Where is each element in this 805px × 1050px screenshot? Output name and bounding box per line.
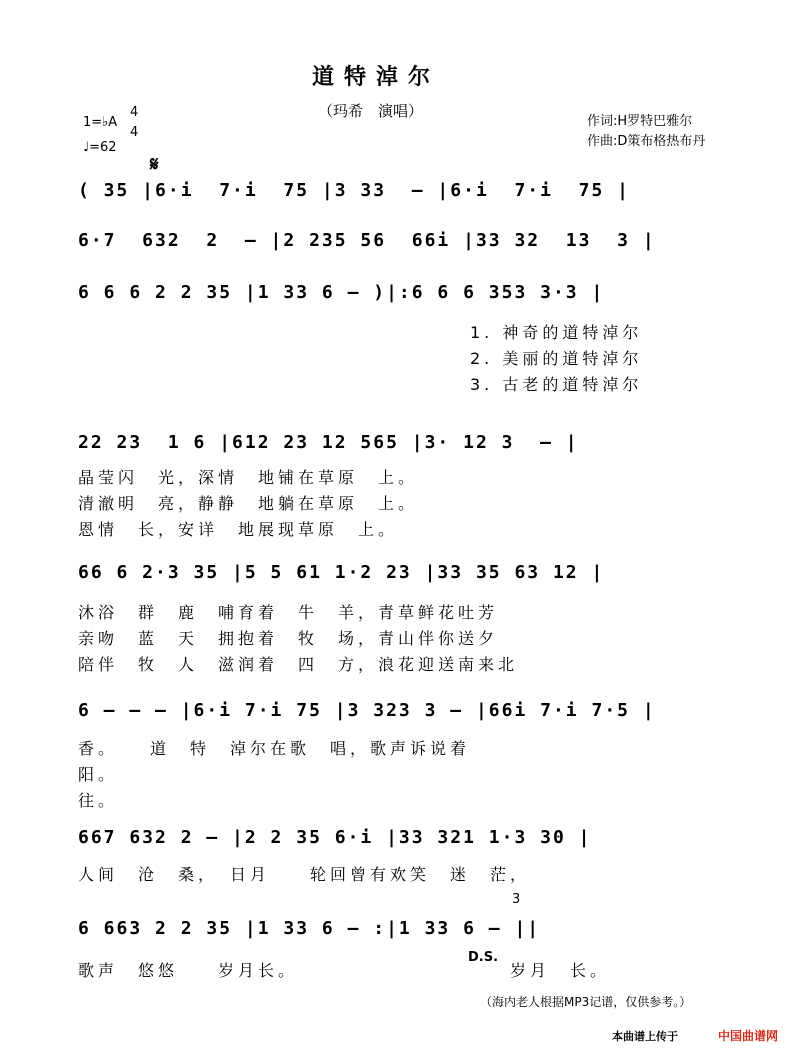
lyric-line: 阳。 (78, 765, 119, 784)
score-line-3 (78, 282, 748, 322)
verse-label-1: 1. 神奇的道特淖尔 (470, 323, 643, 342)
segno-icon: 𝄋 (150, 152, 159, 176)
lyric-line: 恩情 长，安详 地展现草原 上。 (78, 520, 399, 539)
notation-line: 6 663 2 2 35 |1 33 6 – :|1 33 6 – || (78, 918, 541, 939)
tempo-marking: ♩=62 (83, 140, 117, 155)
lyric-line: 歌声 悠悠 岁月长。 (78, 961, 299, 980)
verse-label-3: 3. 古老的道特淖尔 (470, 375, 643, 394)
lyric-line: 亲吻 蓝 天 拥抱着 牧 场，青山伴你送夕 (78, 629, 499, 648)
lyric-line: 岁月 长。 (510, 961, 611, 980)
page-title: 道特淖尔 (312, 65, 441, 90)
notation-line: 22 23 1 6 |612 23 12 565 |3· 12 3 – | (78, 432, 579, 453)
score-line-6 (78, 700, 748, 740)
lyric-line: 往。 (78, 791, 119, 810)
verse-label-2: 2. 美丽的道特淖尔 (470, 349, 643, 368)
composer-credit: 作曲:D策布格热布丹 (587, 134, 706, 149)
lyric-line: 沐浴 群 鹿 哺育着 牛 羊，青草鲜花吐芳 (78, 603, 499, 622)
notation-line: ( 35 |6·i 7·i 75 |3 33 – |6·i 7·i 75 | (78, 180, 630, 201)
lyric-line: 人间 沧 桑， 日月 轮回曾有欢笑 迷 茫， (78, 865, 531, 884)
score-line-1 (78, 180, 748, 220)
volta-number: 3 (512, 892, 521, 907)
time-signature-top: 4 (130, 105, 139, 120)
time-signature-bottom: 4 (130, 125, 139, 140)
score-line-7 (78, 827, 748, 867)
lyric-line: 清澈明 亮，静静 地躺在草原 上。 (78, 494, 419, 513)
score-line-5 (78, 562, 748, 602)
lyric-line: 晶莹闪 光，深情 地铺在草原 上。 (78, 468, 419, 487)
notation-line: 66 6 2·3 35 |5 5 61 1·2 23 |33 35 63 12 | (78, 562, 605, 583)
lyricist-credit: 作词:H罗特巴雅尔 (587, 114, 693, 129)
site-logo: 中国曲谱网 (718, 1029, 779, 1043)
upload-note: 本曲谱上传于 (612, 1030, 678, 1043)
notation-line: 6 6 6 2 2 35 |1 33 6 – )|:6 6 6 353 3·3 | (78, 282, 605, 303)
key-signature: 1=♭A (83, 115, 118, 130)
dal-segno-marking: D.S. (468, 950, 499, 965)
transcriber-note: （海内老人根据MP3记谱，仅供参考。） (480, 995, 692, 1009)
lyric-line: 香。 道 特 淖尔在歌 唱，歌声诉说着 (78, 739, 471, 758)
page-subtitle: （玛希 演唱） (318, 102, 424, 120)
notation-line: 6·7 632 2 – |2 235 56 66i |33 32 13 3 | (78, 230, 656, 251)
score-line-8 (78, 918, 748, 958)
notation-line: 667 632 2 – |2 2 35 6·i |33 321 1·3 30 | (78, 827, 592, 848)
score-line-2 (78, 230, 748, 270)
notation-line: 6 – – – |6·i 7·i 75 |3 323 3 – |66i 7·i 7·5 | (78, 700, 656, 721)
lyric-line: 陪伴 牧 人 滋润着 四 方，浪花迎送南来北 (78, 655, 519, 674)
